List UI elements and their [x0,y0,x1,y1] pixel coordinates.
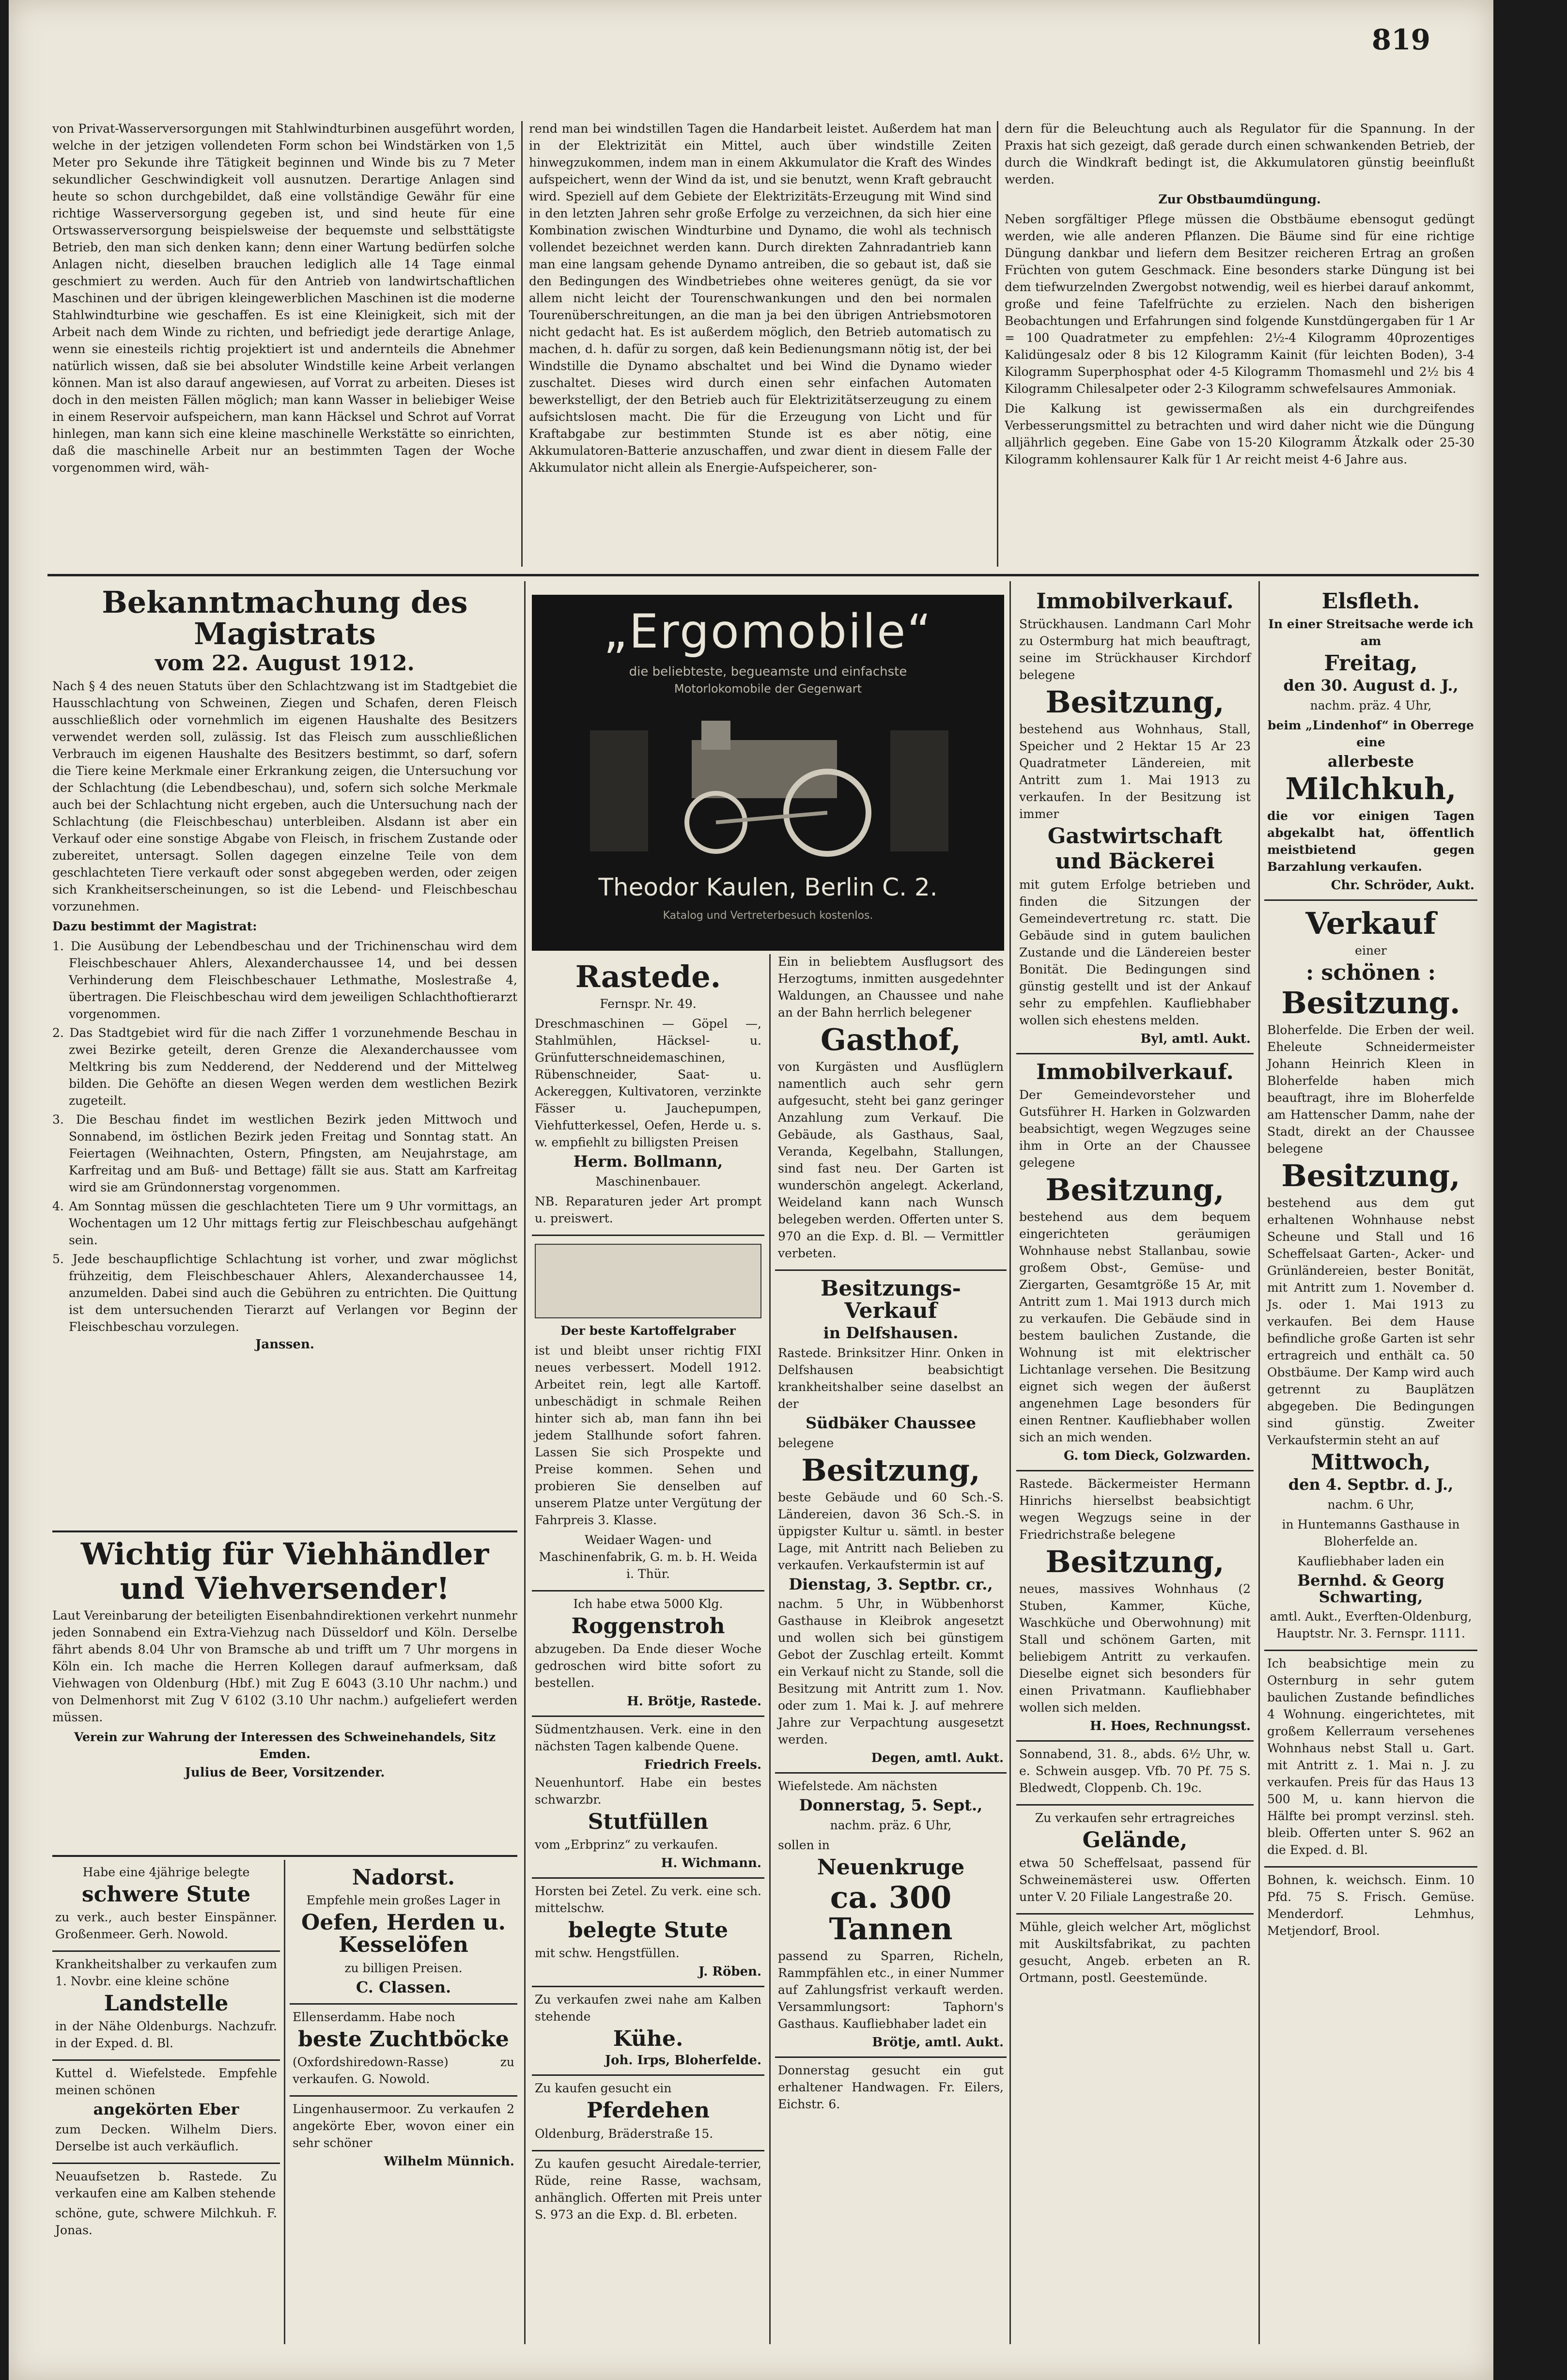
ad-subtitle: in Delfshausen. [823,1324,959,1343]
ad-sign: Chr. Schröder, Aukt. [1331,878,1474,893]
ad-title: Nadorst. [352,1865,455,1890]
ad-block [532,2151,764,2231]
ad-title: Gasthof, [821,1022,961,1057]
column-divider [1258,581,1260,2344]
ad-pre: Neuaufsetzen b. Rastede. Zu verkaufen eine am Kalben stehende [55,2169,277,2200]
ad-body-3: nachm. 5 Uhr, in Wübbenhorst Gasthause in Kleibrok angesetzt und wollen sich bei günstigem Gebot der Zuschlag erteilt. Kommt ein Verkauf nicht zu Stande, soll die Besitzung mit Antritt zum 1. Nov. oder zum 1. Mai k. J. auf mehrere Jahre zur Verpachtung ausgesetzt werden. [778,1597,1004,1747]
ad-title: Landstelle [104,1991,229,2016]
ad-pre: Rastede. Bäckermeister Hermann Hinrichs hierselbst beabsichtigt wegen Wegzugs seine in der Friedrichstraße belegene [1019,1476,1251,1542]
ad-title: ca. 300 Tannen [829,1880,953,1947]
ad-sign-sub: amtl. Aukt., Everften-Oldenburg, Hauptstr. Nr. 3. Fernspr. 1111. [1270,1609,1472,1641]
ad-body: mit schw. Hengstfüllen. [535,1946,680,1961]
ad-body: von Kurgästen und Ausflüglern namentlich auch sehr gern aufgesucht, steht bei ganz geringer Anzahlung zum Verkauf. Die Gebäude, als Gasthaus, Saal, Veranda, Kegelbahn, Stallungen, sind fast neu. Der Garten ist wunderschön angelegt. Ackerland, Weideland kann nach Wunsch belegeben werden. Offerten unter S. 970 an die Exp. d. Bl. — Vermittler verbeten. [778,1060,1004,1261]
magistrat-intro: Nach § 4 des neuen Statuts über den Schlachtzwang ist im Stadtgebiet die Hausschlachtung von Schweinen, Ziegen und Schafen, deren Fleisch ausschließlich oder vornehmlich im eigenen Haushalte des Besitzers verwendet werden soll, zulässig. Ist das Fleisch zum ausschließlichen Verbrauch im eigenen Haushalte des Besitzers bestimmt, so darf, sofern die Tiere keine Merkmale einer Erkrankung zeigen, die Untersuchung vor der Schlachtung (die Lebendbeschau), und, sofern sich solche Merkmale auch bei der Schlachtung nicht ergeben, auch die Untersuchung nach der Schlachtung (die Fleischbeschau) unterbleiben. Alsdann ist aber ein Verkauf oder eine sonstige Abgabe von Fleisch, in frischem Zustande oder zubereitet, untersagt. Sollen dagegen einzelne Teile von dem geschlachteten Tiere verkauft oder sonst abgegeben werden, oder zeigen sich Krankheitserscheinungen, so ist die Lebend- und Fleischbeschau vorzunehmen. [52,679,517,914]
ad-pre: In einer Streitsache werde ich am [1268,617,1474,649]
ad-phone: Fernspr. Nr. 49. [600,997,697,1011]
ad-big: Milchkuh, [1285,771,1457,806]
ad-body: (Oxfordshiredown-Rasse) zu verkaufen. G. Nowold. [293,2055,514,2086]
ad-place: beim „Lindenhof“ in Oberrege eine [1268,718,1474,749]
ad-block [1016,1054,1254,1471]
ad-sign: Wilhelm Münnich. [384,2154,514,2169]
magistrat-lead: Dazu bestimmt der Magistrat: [52,919,257,934]
ad-sign: Joh. Irps, Bloherfelde. [605,2053,761,2068]
ad-time: nachm. präz. 4 Uhr, [1310,698,1432,712]
ad-pre: Ich habe etwa 5000 Klg. [573,1596,723,1611]
ads-column-3b [775,949,1007,2344]
ad-title: belegte Stute [568,1918,729,1943]
ad-sign: G. tom Dieck, Golzwarden. [1063,1448,1251,1463]
ad-body-2: bestehend aus dem gut erhaltenen Wohnhause nebst Scheune und Stall und 16 Scheffelsaat Garten-, Acker- und Grünländereien, bester Bonität, mit Antritt zum 1. November d. Js. oder 1. Mai 1913 zu verkaufen. Bei dem Hause befindliche große Garten ist sehr ertragreich und enthält ca. 50 Obstbäume. Der Kamp wird auch getrennt zu Bauplätzen abgegeben. Die Bedingungen sind günstig. Zweiter Verkaufstermin steht an auf [1267,1196,1474,1448]
section-rule [52,1855,517,1857]
ad-body: ist und bleibt unser richtig FIXI neues verbessert. Modell 1912. Arbeitet rein, legt alle Kartoff. unbeschädigt in schmale Reihen hinter sich ab, man fann ihn bei jedem Stallhunde sofort fahren. Lassen Sie sich Prospekte und Preise kommen. Sehen und probieren Sie denselben auf unserem Platze unter Vergütung der Fahrpreis 3. Klasse. [535,1343,761,1527]
ad-body: Zu kaufen gesucht Airedale-terrier, Rüde, reine Rasse, wachsam, anhänglich. Offerten mit Preis unter S. 973 an die Exp. d. Bl. erbeten. [535,2156,761,2222]
ad-body: zu verk., auch bester Einspänner. Großenmeer. Gerh. Nowold. [55,1910,277,1942]
page-number: 819 [1371,23,1430,56]
ad-title: Roggenstroh [571,1613,725,1638]
ads-column-3a [532,954,764,2344]
small-ads-mid [290,1860,517,2344]
ad-body: Bloherfelde. Die Erben der weil. Eheleute Schneidermeister Johann Heinrich Kleen in Bloherfelde haben mich beauftragt, ihre im Bloherfelde am Hattenscher Damm, nahe der Stadt, direkt an der Chaussee belegene [1267,1023,1474,1156]
ad-block [775,1774,1007,2058]
magistrat-column [52,584,517,1528]
ad-title: Immobilverkauf. [1036,589,1234,614]
vieh-body: Laut Vereinbarung der beteiligten Eisenbahndirektionen verkehrt nunmehr jeden Sonnabend ein Extra-Viehzug nach Düsseldorf und Köln. Derselbe fährt abends 8.04 Uhr von Bramsche ab und trifft um 7 Uhr morgens in Köln ein. Ich mache die Herren Kollegen darauf aufmerksam, daß Viehwagen von Oldenburg (Hbf.) mit Zug E 6043 (3.10 Uhr nachm.) und von Delmenhorst mit Zug V 6102 (3.10 Uhr nachm.) aufgeliefert werden müssen. [52,1608,517,1725]
tractor-illustration [532,711,1004,871]
ad-title: Immobilverkauf. [1036,1059,1234,1084]
plough-illustration [535,1244,761,1318]
ad-date: Freitag, [1324,651,1418,676]
small-ads-left [52,1860,280,2344]
ad-pre: Krankheitshalber zu verkaufen zum 1. Novbr. eine kleine schöne [55,1957,277,1989]
ad-body: Oldenburg, Bräderstraße 15. [535,2126,714,2141]
ad-sign: H. Wichmann. [661,1856,761,1871]
column-divider [1009,581,1011,2344]
ad-road: Südbäker Chaussee [806,1414,976,1433]
ad-block [775,2058,1007,2120]
ad-title: Verkauf [1305,905,1436,941]
ad-body: Donnerstag gesucht ein gut erhaltener Handwagen. Fr. Eilers, Eichstr. 6. [778,2063,1004,2112]
ad-body-3: mit gutem Erfolge betrieben und finden die Sitzungen der Gemeindevertretung rc. statt. Die Gebäude sind in gutem baulichen Zustande und die Ländereien bester Bonität. Die Bedingungen sind günstig gestellt und ist der Ankauf sehr zu empfehlen. Kaufliebhaber wollen sich ehestens melden. [1019,877,1251,1027]
article-text-3c: Die Kalkung ist gewissermaßen als ein durchgreifendes Verbesserungsmittel zu betrachten und wird daher nicht wie die Düngung alljährlich gegeben. Eine Gabe von 15-20 Kilogramm Ätzkalk oder 25-30 Kilogramm kohlensaurer Kalk für 1 Ar reicht meist 4-6 Jahre aus. [1005,402,1474,466]
section-rule [52,1530,517,1532]
column-divider [769,954,771,2344]
ad-block [290,1860,517,2005]
magistrat-sign: Janssen. [255,1337,314,1352]
ad-body: zum Decken. Wilhelm Diers. Derselbe ist auch verkäuflich. [55,2122,277,2153]
ad-sign: Weidaer Wagen- und Maschinenfabrik, G. m. b. H. Weida i. Thür. [539,1532,758,1581]
article-text-2: rend man bei windstillen Tagen die Handarbeit leistet. Außerdem hat man in der Elektrizität ein Mittel, auch über windstille Zeiten hinwegzukommen, indem man in einem Akkumulator die Kraft des Windes aufspeichert, wenn der Wind da ist, und sie benutzt, wenn Kraft gebraucht wird. Speziell auf dem Gebiete der Elektrizitäts-Erzeugung mit Wind sind in den letzten Jahren sehr große Erfolge zu verzeichnen, da sich hier eine Kombination zwischen Windturbine und Dynamo, die wohl als technisch vollendet bezeichnet werden kann. Durch direkten Zahnradantrieb kann man eine langsam gehende Dynamo antreiben, die so gebaut ist, daß sie den Bedingungen des Windbetriebes ohne weiteres genügt, da sie vor allem nicht leicht der Tourenschwankungen und den bei normalen Tourenüberschreitungen, an die man ja bei den übrigen Antriebsmotoren nicht gedacht hat. Es ist außerdem möglich, den Betrieb automatisch zu machen, d. h. dafür zu sorgen, daß kein Bedienungsmann nötig ist, der bei Windstille die Dynamo abschaltet und bei Wind die Dynamo wieder zuschaltet. Dieses wird durch einen sehr einfachen Automaten bewerkstelligt, der den Betrieb auch für Elektrizitätserzeugung zu einem aufsichtslosen macht. Die für die Erzeugung von Licht und für Kraftabgabe zur bestimmten Stunde ist es aber nötig, eine Akkumulatoren-Batterie anzuschaffen, und zwar dient in diesem Falle der Akkumulator nicht allein als Energie-Aufspeicherer, son- [529,122,992,475]
ad-body: Bohnen, k. weichsch. Einm. 10 Pfd. 75 S. Frisch. Gemüse. Menderdorf. Lehmhus, Metjendorf, Brool. [1267,1873,1474,1938]
ad-pre: Ellenserdamm. Habe noch [293,2010,455,2025]
ad-sign: H. Hoes, Rechnungsst. [1090,1719,1251,1734]
ad-pre: Ein in beliebtem Ausflugsort des Herzogtums, inmitten ausgedehnter Waldungen, an Chaussee und nahe an der Bahn herrlich belegener [778,955,1004,1020]
ad-big: Besitzung. [1281,985,1460,1020]
ad-pre: Wiefelstede. Am nächsten [778,1779,938,1793]
ads-column-5 [1264,584,1477,2347]
ad-title: schwere Stute [81,1882,251,1907]
ad-block [532,2076,764,2151]
article-text-3a: dern für die Beleuchtung auch als Regulator für die Spannung. In der Praxis hat sich gezeigt, daß gerade durch einen schwankenden Betrieb, der durch die Windkraft bedingt ist, die Akkumulatoren günstig beeinflußt werden. [1005,122,1474,186]
ad-pre: Südmentzhausen. Verk. eine in den nächsten Tagen kalbende Quene. [535,1722,761,1753]
ad-pre: Zu kaufen gesucht ein [535,2081,672,2096]
ad-block [1016,1915,1254,1994]
ad-pre: Habe eine 4jährige belegte [82,1865,250,1879]
ad-big: Besitzung, [1045,1172,1225,1207]
magistrat-item: 5. Jede beschaupflichtige Schlachtung ist vorher, und zwar möglichst frühzeitig, dem Fleischbeschauer Ahlers, Alexanderchaussee 14, anzumelden. Dabei sind auch die Gebühren zu entrichten. Die Quittung ist dem untersuchenden Tierarzt auf Verlangen vor Beginn der Fleischbeschau vorzulegen. [52,1252,517,1334]
ad-block [1016,1806,1254,1915]
vieh-sign: Julius de Beer, Vorsitzender. [185,1765,385,1780]
column-divider [997,121,998,567]
ad-big: Oefen, Herden u. Kesselöfen [301,1910,506,1958]
ad-body: neues, massives Wohnhaus (2 Stuben, Kammer, Küche, Waschküche und Oberwohnung) mit Stall und schönem Garten, mit beliebigem Antritt zu verkaufen. Dieselbe eignet sich besonders für einen Privatmann. Kaufliebhaber wollen sich melden. [1019,1582,1251,1715]
ad-block [52,2164,280,2246]
ad-big: Besitzung, [801,1452,980,1488]
magistrat-title: Bekanntmachung des Magistrats [102,585,468,652]
ad-title-2: Gastwirtschaft [1047,824,1223,849]
ad-block [1016,1471,1254,1742]
ad-date: Donnerstag, 5. Sept., [799,1796,983,1815]
section-rule [47,574,1479,576]
ad-sign-sub: Maschinenbauer. [595,1174,701,1189]
ad-sign: J. Röben. [698,1964,761,1979]
ad-date: Dienstag, 3. Septbr. cr., [789,1575,993,1593]
ad-date-2: den 30. August d. J., [1283,676,1458,695]
ad-body: vom „Erbprinz“ zu verkaufen. [535,1838,718,1852]
ad-big: Besitzung, [1045,684,1225,720]
ad-block [532,1879,764,1987]
ad-block [1016,584,1254,1054]
ad-sign: Byl, amtl. Aukt. [1140,1031,1251,1046]
ad-title: Der beste Kartoffelgraber [560,1323,736,1338]
vieh-title-1: Wichtig für Viehhändler [80,1536,489,1572]
vieh-title-2: und Viehversender! [120,1571,450,1607]
ad-block [532,954,764,1236]
ad-block [1016,1742,1254,1806]
magistrat-date: vom 22. August 1912. [155,651,415,676]
ad-title: Gelände, [1082,1828,1188,1853]
ad-body: Rastede. Brinksitzer Hinr. Onken in Delfshausen beabsichtigt krankheitshalber seine daselbst an der [778,1346,1004,1411]
ad-body: etwa 50 Scheffelsaat, passend für Schweinemästerei usw. Offerten unter V. 20 Filiale Langestraße 20. [1019,1856,1251,1904]
ad-pre: Zu verkaufen zwei nahe am Kalben stehende [535,1993,761,2024]
ad-title-3: und Bäckerei [1055,849,1215,874]
ad-block [1264,1868,1477,1947]
ad-block [532,1236,764,1592]
magistrat-item: 2. Das Stadtgebiet wird für die nach Ziffer 1 vorzunehmende Beschau in zwei Bezirke geteilt, deren Grenze die Alexanderchaussee vom Meltkring bis zum Nedderend, der Nedderend und der Mittelweg bilden. Die Gehöfte an diesen Wegen werden dem westlichen Bezirk zugeteilt. [52,1026,517,1108]
ad-body: Der Gemeindevorsteher und Gutsführer H. Harken in Golzwarden beabsichtigt, wegen Wegzuges seine ihm in Orte an der Chaussee gelegene [1019,1087,1251,1170]
section-title-obst: Zur Obstbaumdüngung. [1158,192,1321,206]
ad-block [1264,584,1477,901]
ad-title: Pferdehen [587,2098,710,2123]
vieh-verein: Verein zur Wahrung der Interessen des Schweinehandels, Sitz Emden. [74,1730,496,1762]
ad-best: allerbeste [1327,752,1414,771]
column-divider [524,581,526,2344]
ad-body: in der Nähe Oldenburgs. Nachzufr. in der Exped. d. Bl. [55,2019,277,2051]
ad-block [1264,1651,1477,1868]
article-col-3 [1005,120,1474,566]
ad-big-2: Besitzung, [1281,1158,1460,1194]
ad-pre: Zu verkaufen sehr ertragreiches [1035,1811,1235,1825]
ad-body: Dreschmaschinen — Göpel —, Stahlmühlen, Häcksel- u. Grünfutterschneidemaschinen, Rübenschneider, Saat- u. Ackereggen, Kultivatoren, verzinkte Fässer u. Jauchepumpen, Viehfutterkessel, Oefen, Herde u. s. w. empfiehlt zu billigsten Preisen [535,1017,761,1150]
ergo-tagline-2: Motorlokomobile der Gegenwart [674,682,862,695]
ad-title: Kühe. [613,2026,683,2052]
ad-sign: Herm. Bollmann, [573,1152,723,1171]
ad-date-2: den 4. Septbr. d. J., [1288,1475,1454,1494]
ergo-tagline: die beliebteste, begueamste und einfachste [629,665,907,679]
ad-title: Rastede. [575,959,721,994]
ad-title: angekörten Eber [93,2100,239,2119]
ad-body-2: bestehend aus Wohnhaus, Stall, Speicher und 2 Hektar 15 Ar 23 Quadratmeter Ländereien, mit Antritt zum 1. Mai 1913 zu verkaufen. In der Besitzung ist immer [1019,722,1251,821]
vieh-column [52,1535,517,1855]
ad-body: Strückhausen. Landmann Carl Mohr zu Ostermburg hat mich beauftragt, seine im Strückhauser Kirchdorf belegene [1019,617,1251,682]
ergo-maker: Theodor Kaulen, Berlin C. 2. [598,873,938,901]
ad-invite: Kaufliebhaber laden ein [1297,1554,1444,1568]
ad-title: beste Zuchtböcke [298,2027,509,2052]
ad-location: Neuenkruge [817,1855,965,1880]
ad-time: nachm. präz. 6 Uhr, [830,1818,952,1832]
magistrat-item: 4. Am Sonntag müssen die geschlachteten Tiere um 9 Uhr vormittags, an Wochentagen um 12 Uhr mittags fertig zur Fleischbeschau aufgehängt sein. [52,1199,517,1248]
ad-big: Besitzung, [1045,1544,1225,1579]
ad-block [532,1717,764,1879]
ad-block [290,2097,517,2176]
ad-sign: Bernhd. & Georg Schwarting, [1297,1571,1444,1606]
ad-note: NB. Reparaturen jeder Art prompt u. preiswert. [535,1194,761,1225]
ad-sign: Brötje, amtl. Aukt. [872,2035,1004,2050]
ad-date: Mittwoch, [1311,1450,1431,1475]
column-divider [284,1860,285,2344]
ad-block [52,1860,280,1952]
ad-block [52,2061,280,2164]
ad-time: nachm. 6 Uhr, [1327,1497,1414,1512]
ad-body-2: beste Gebäude und 60 Sch.-S. Ländereien, davon 36 Sch.-S. in üppigster Kultur u. sämtl. in bester Lage, mit Antritt nach Belieben zu verkaufen. Verkaufstermin ist auf [778,1490,1004,1572]
ad-pre: Kuttel d. Wiefelstede. Empfehle meinen schönen [55,2066,277,2098]
magistrat-item: 3. Die Beschau findet im westlichen Bezirk jeden Mittwoch und Sonnabend, im östlichen Bezirk jeden Freitag und Sonntag statt. An Feiertagen (Weihnachten, Ostern, Pfingsten, am Neujahrstage, am Karfreitag und am Buß- und Bettage) fällt sie aus. Statt am Karfreitag wird sie am Gründonnerstag vorgenommen. [52,1113,517,1195]
ad-title: Stutfüllen [588,1809,709,1834]
ad-sign: Degen, amtl. Aukt. [871,1751,1004,1766]
ad-block [775,949,1007,1271]
column-divider [521,121,523,567]
ad-block [1264,901,1477,1651]
article-text-3b: Neben sorgfältiger Pflege müssen die Obstbäume ebensogut gedüngt werden, wie alle anderen Pflanzen. Die Bäume sind für eine richtige Düngung dankbar und liefern dem Besitzer reicheren Ertrag an großen Früchten von gutem Geschmack. Eine besonders starke Düngung ist bei dem tiefwurzelnden Zwergobst notwendig, weil es hierbei darauf ankommt, große und feine Tafelfrüchte zu erzielen. Nach den bisherigen Beobachtungen und Erfahrungen sind folgende Kunstdüngergaben für 1 Ar = 100 Quadratmeter zu empfehlen: 2½-4 Kilogramm 40prozentiges Kalidüngesalz oder 8 bis 12 Kilogramm Kainit (für leichten Boden), 3-4 Kilogramm Superphosphat oder 4-5 Kilogramm Thomasmehl und 2½ bis 4 Kilogramm Chilesalpeter oder 2-3 Kilogramm schwefelsaures Ammoniak. [1005,212,1474,396]
ad-body: Sonnabend, 31. 8., abds. 6½ Uhr, w. e. Schwein ausgep. Vfb. 70 Pf. 75 S. Bledwedt, Cloppenb. Ch. 19c. [1019,1747,1251,1795]
article-text-1: von Privat-Wasserversorgungen mit Stahlwindturbinen ausgeführt worden, welche in der jetzigen vollendeten Form schon bei Windstärken von 1,5 Meter pro Sekunde ihre Tätigkeit beginnen und Winde bis zu 7 Meter sekundlicher Geschwindigkeit voll ausnutzen. Derartige Anlagen sind heute so schon durchgebildet, daß eine vollständige Gewähr für eine richtige Wasserversorgung gegeben ist, und sind heute für eine Ortswasserversorgung beispielsweise der bequemste und selbsttätigste Betrieb, den man sich denken kann; denn einer Wartung bedürfen solche Anlagen nicht, dieselben brauchen lediglich alle 14 Tage einmal geschmiert zu werden. Auch für den Antrieb von landwirtschaftlichen Maschinen und der übrigen kleingewerblichen Maschinen ist die moderne Stahlwindturbine wie geschaffen. Es ist eine Kleinigkeit, sich mit der Arbeit nach dem Winde zu richten, und befriedigt jede derartige Anlage, wenn sie einesteils richtig projektiert ist und andernteils die Abnehmer natürlich wissen, daß sie bei absoluter Windstille keine Arbeit verlangen können. Man ist also darauf angewiesen, auf Vorrat zu arbeiten. Dieses ist doch in den meisten Fällen möglich; man kann Wasser in beliebiger Weise in einem Reservoir aufspeichern, man kann Häcksel und Schrot auf Vorrat hinlegen, man kann sich eine kleine maschinelle Werkstätte so einrichten, daß die maschinelle Arbeit nur an bestimmten Tagen der Woche vorgenommen wird, wäh- [52,122,515,475]
ad-pre: Neuenhuntorf. Habe ein bestes schwarzbr. [535,1775,761,1807]
ad-body-2: bestehend aus dem bequem eingerichteten geräumigen Wohnhause nebst Stallanbau, sowie großem Obst-, Gemüse- und Ziergarten, Gesamtgröße 15 Ar, mit Antritt zum 1. Mai 1913 durch mich zu verkaufen. Die Gebäude sind in bestem baulichen Zustande, die Wohnung ist mit elektrischer Lichtanlage versehen. Die Besitzung eignet sich wegen der äußerst angenehmen Lage besonders für einen Rentner. Kaufliebhaber wollen sich an mich wenden. [1019,1209,1251,1444]
newspaper-page [9,0,1493,2380]
ad-sign: Friedrich Freels. [644,1757,761,1772]
ad-body: schöne, gute, schwere Milchkuh. F. Jonas. [55,2206,277,2237]
ad-place: sollen in [778,1838,830,1852]
ad-body: Ich beabsichtige mein zu Osternburg in sehr gutem baulichen Zustande befindliches 4 Wohnung. eingerichtetes, mit großem Kellerraum versehenes Wohnhaus nebst Stall u. Gart. mit Antritt z. 1. Mai n. J. zu verkaufen. Preis für das Haus 13 500 M, u. kann hiervon die Hälfte bei prompt verzinsl. steh. bleib. Offerten unter S. 962 an die Exped. d. Bl. [1267,1656,1474,1857]
ad-title: Besitzungs-Verkauf [821,1276,961,1324]
ad-title: Elsfleth. [1321,589,1420,614]
ad-place: in Huntemanns Gasthause in Bloherfelde an. [1282,1517,1460,1548]
ad-belegene: belegene [778,1436,834,1450]
ergo-footnote: Katalog und Vertreterbesuch kostenlos. [663,910,873,922]
ad-block [775,1271,1007,1774]
ad-pre: Lingenhausermoor. Zu verkaufen 2 angekörte Eber, wovon einer ein sehr schöner [293,2102,514,2150]
ad-sub: : schönen : [1306,960,1436,985]
article-col-2 [529,120,992,566]
ad-sign: C. Classen. [356,1978,451,1996]
ad-body: passend zu Sparren, Richeln, Rammpfählen etc., in einer Nummer auf Zahlungsfrist verkauft werden. Versammlungsort: Taphorn's Gasthaus. Kaufliebhaber ladet ein [778,1949,1004,2031]
ad-block [532,1987,764,2076]
ergo-brand: „Ergomobile“ [603,604,933,659]
ad-body: die vor einigen Tagen abgekalbt hat, öffentlich meistbietend gegen Barzahlung verkaufen. [1267,808,1474,874]
ad-block [52,1952,280,2061]
ad-body: Mühle, gleich welcher Art, möglichst mit Auskiltsfabrikat, zu pachten gesucht, Angeb. erbeten an R. Ortmann, postl. Geestemünde. [1019,1920,1251,1985]
ad-body: abzugeben. Da Ende dieser Woche gedroschen wird bitte sofort zu bestellen. [535,1641,761,1690]
magistrat-item: 1. Die Ausübung der Lebendbeschau und der Trichinenschau wird dem Fleischbeschauer Ahlers, Alexanderchaussee 14, und bei dessen Verhinderung dem Fleischbeschauer Lethmathe, Moslestraße 4, übertragen. Die Fleischbeschau wird dem jeweiligen Schlachthoftierarzt vorgenommen. [52,939,517,1021]
ad-block [290,2005,517,2097]
ad-body: zu billigen Preisen. [344,1961,463,1975]
ad-block [532,1592,764,1717]
ad-pre: Horsten bei Zetel. Zu verk. eine sch. mittelschw. [535,1884,761,1916]
ad-pre: Empfehle mein großes Lager in [306,1893,501,1908]
article-col-1 [52,120,515,566]
ad-sign: H. Brötje, Rastede. [627,1694,761,1709]
ads-column-4 [1016,584,1254,2347]
ad-small: einer [1355,943,1387,958]
ergomobile-ad [532,595,1004,951]
